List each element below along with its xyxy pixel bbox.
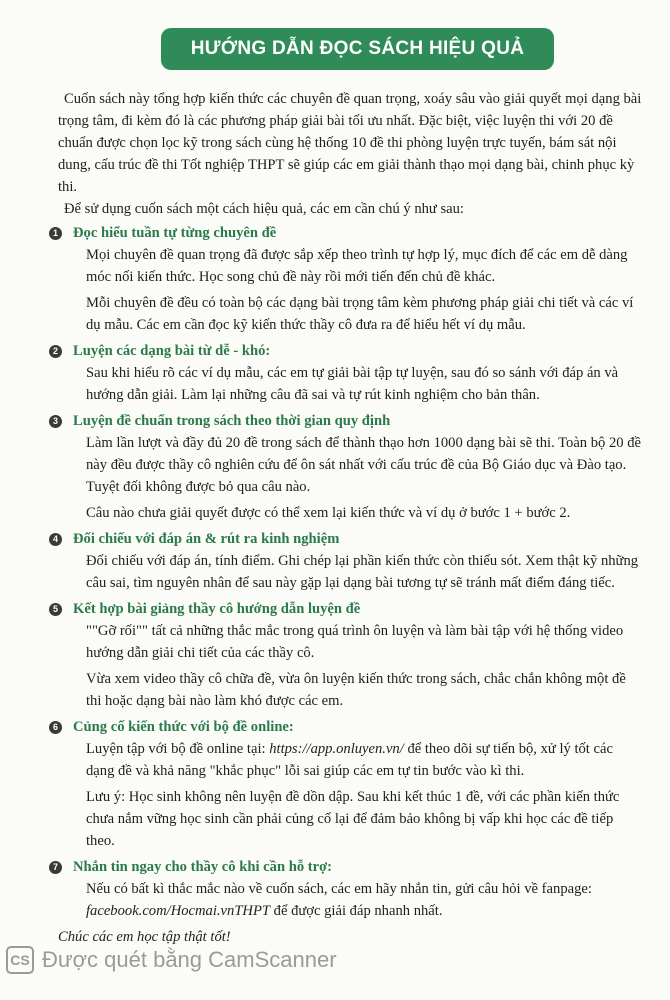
section-7-link-before: Nếu có bất kì thắc mắc nào về cuốn sách, các em hãy nhắn tin, gửi câu hỏi về fanpage: <box>86 881 592 897</box>
section-1-paragraph-1: Mọi chuyên đề quan trọng đã được sắp xếp theo trình tự hợp lý, mục đích để các em dễ dàng móc nối kiến thức. Học song chủ đề này rồi mới tiến đến chủ đề khác. <box>86 247 628 285</box>
section-3-title: Luyện đề chuẩn trong sách theo thời gian quy định <box>73 413 391 429</box>
section-7-title: Nhắn tin ngay cho thầy cô khi cần hỗ trợ: <box>73 859 333 875</box>
section-6-link-before: Luyện tập với bộ đề online tại: <box>86 741 270 757</box>
section-1-title: Đọc hiểu tuần tự từng chuyên đề <box>73 225 277 241</box>
section-5-title: Kết hợp bài giảng thầy cô hướng dẫn luyện đề <box>73 601 361 617</box>
section-1-body <box>58 244 644 336</box>
section-3-paragraph-2: Câu nào chưa giải quyết được có thể xem lại kiến thức và ví dụ ở bước 1 + bước 2. <box>86 505 571 521</box>
section-3-paragraph-1: Làm lần lượt và đầy đủ 20 đề trong sách để thành thạo hơn 1000 dạng bài sẽ thi. Toàn bộ 20 đề này đều được thầy cô nghiên cứu để ôn sát nhất với cấu trúc đề của Bộ Giáo dục và Đào tạo. Tuyệt đối không được bỏ qua câu nào. <box>86 435 642 495</box>
section-2-paragraph-1: Sau khi hiểu rõ các ví dụ mẫu, các em tự giải bài tập tự luyện, sau đó so sánh với đáp án và hướng dẫn giải. Làm lại những câu đã sai và tự rút kinh nghiệm cho bản thân. <box>86 365 619 403</box>
section-1-heading <box>52 222 644 244</box>
section-6-link-after: để theo dõi sự tiến bộ, xử lý tốt các dạng đề và khả năng "khắc phục" lỗi sai giúp các em tự tin bước vào kì thi. <box>86 741 613 779</box>
section-4-title: Đối chiếu với đáp án & rút ra kinh nghiệm <box>73 531 340 547</box>
page-title: HƯỚNG DẪN ĐỌC SÁCH HIỆU QUẢ <box>161 28 554 70</box>
watermark-text: Được quét bằng CamScanner <box>42 947 337 972</box>
number-3-icon: 3 <box>49 415 62 428</box>
section-2-body <box>58 362 644 406</box>
section-4-heading <box>52 528 644 550</box>
section-5-paragraph-2: Vừa xem video thầy cô chữa đề, vừa ôn luyện kiến thức trong sách, chắc chắn không một đề thi hoặc dạng bài nào làm khó được các em. <box>86 671 626 709</box>
content <box>52 88 644 948</box>
section-1-paragraph-2: Mỗi chuyên đề đều có toàn bộ các dạng bài trọng tâm kèm phương pháp giải chi tiết và các ví dụ mẫu. Các em cần đọc kỹ kiến thức thầy cô đưa ra để hiểu hết ví dụ mẫu. <box>86 295 634 333</box>
section-6-body <box>58 738 644 852</box>
section-6-link-paragraph <box>86 738 644 782</box>
section-3-heading <box>52 410 644 432</box>
number-5-icon: 5 <box>49 603 62 616</box>
intro-paragraph-2: Để sử dụng cuốn sách một cách hiệu quả, các em cần chú ý như sau: <box>64 201 464 217</box>
section-5-paragraph-1: ""Gỡ rối"" tất cả những thắc mắc trong quá trình ôn luyện và làm bài tập với hệ thống video hướng dẫn giải chi tiết của các thầy cô. <box>86 623 624 661</box>
onluyen-link[interactable]: https://app.onluyen.vn/ <box>269 741 404 757</box>
section-2-heading <box>52 340 644 362</box>
camscanner-logo-icon: CS <box>6 946 34 974</box>
number-7-icon: 7 <box>49 861 62 874</box>
section-6-heading <box>52 716 644 738</box>
section-7-body <box>58 878 644 922</box>
camscanner-watermark <box>6 944 337 976</box>
section-6-title: Củng cố kiến thức với bộ đề online: <box>73 719 294 735</box>
section-3-body <box>58 432 644 524</box>
number-1-icon: 1 <box>49 227 62 240</box>
section-7-link-paragraph <box>86 878 644 922</box>
fanpage-link[interactable]: facebook.com/Hocmai.vnTHPT <box>86 903 271 919</box>
closing-text: Chúc các em học tập thật tốt! <box>58 929 231 945</box>
section-7-heading <box>52 856 644 878</box>
section-2-title: Luyện các dạng bài từ dễ - khó: <box>73 343 271 359</box>
section-5-body <box>58 620 644 712</box>
section-5-heading <box>52 598 644 620</box>
number-4-icon: 4 <box>49 533 62 546</box>
section-6-paragraph-2: Lưu ý: Học sinh không nên luyện đề dồn dập. Sau khi kết thúc 1 đề, với các phần kiến thức chưa nắm vững học sinh cần phải củng cố lại để đảm bảo không bị vấp khi học các đề tiếp theo. <box>86 789 620 849</box>
section-4-body <box>58 550 644 594</box>
number-6-icon: 6 <box>49 721 62 734</box>
intro-paragraph-1: Cuốn sách này tổng hợp kiến thức các chuyên đề quan trọng, xoáy sâu vào giải quyết mọi dạng bài trọng tâm, đi kèm đó là các phương pháp giải bài tối ưu nhất. Đặc biệt, việc luyện thi với 20 đề chuẩn được chọn lọc kỹ trong sách cùng hệ thống 10 đề thi phòng luyện trực tuyến, bám sát nội dung, cấu trúc đề thi Tốt nghiệp THPT sẽ giúp các em giải thành thạo mọi dạng bài, chinh phục kỳ thi. <box>58 91 642 195</box>
section-7-link-after: để được giải đáp nhanh nhất. <box>270 903 443 919</box>
number-2-icon: 2 <box>49 345 62 358</box>
section-4-paragraph-1: Đối chiếu với đáp án, tính điểm. Ghi chép lại phần kiến thức còn thiếu sót. Xem thật kỹ những câu sai, tìm nguyên nhân để sau này gặp lại dạng bài tương tự sẽ tránh mất điểm đáng tiếc. <box>86 553 639 591</box>
